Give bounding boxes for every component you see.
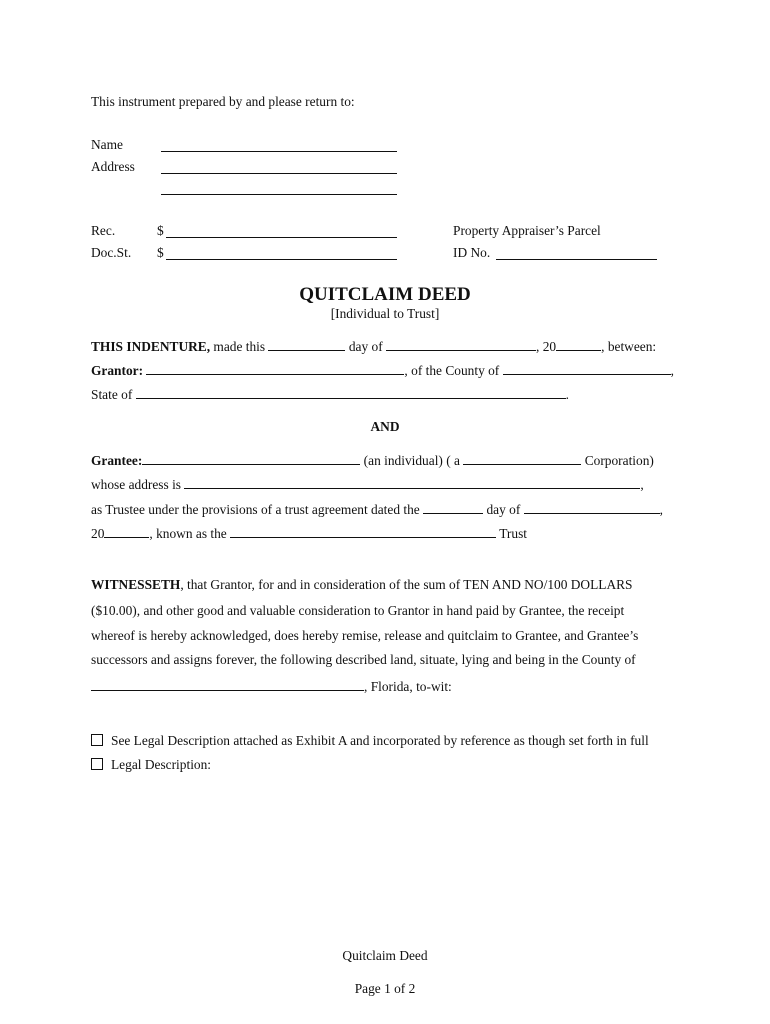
grantee-name-field[interactable] [142, 452, 360, 465]
address-comma: , [640, 477, 644, 492]
indenture-lead: THIS INDENTURE, [91, 339, 211, 354]
docst-amount-field[interactable] [166, 247, 397, 260]
grantor-state-field[interactable] [136, 386, 566, 399]
name-label: Name [91, 137, 123, 152]
made-this-text: made this [210, 339, 266, 354]
option-legal-description [91, 757, 211, 773]
indenture-month-field[interactable] [386, 338, 536, 351]
county-line [91, 678, 452, 695]
witnesseth-line3: whereof is hereby acknowledged, does hereby remise, release and quitclaim to Grantee, and Grantee’s [91, 628, 639, 643]
trustee-line [91, 501, 663, 518]
witnesseth-line1 [91, 577, 633, 593]
witnesseth-line2: ($10.00), and other good and valuable consideration to Grantor in hand paid by Grantee, the receipt [91, 603, 625, 618]
footer-page-number: Page 1 of 2 [354, 981, 416, 996]
state-label: State of [91, 387, 133, 402]
land-county-field[interactable] [91, 678, 364, 691]
grantee-address-field[interactable] [184, 476, 640, 489]
docst-dollar-sign: $ [157, 245, 164, 260]
trust-day-field[interactable] [423, 501, 483, 514]
document-title: QUITCLAIM DEED [299, 284, 471, 305]
trustee-text: as Trustee under the provisions of a trust agreement dated the [91, 502, 420, 517]
trust-month-field[interactable] [524, 501, 660, 514]
state-line [91, 386, 569, 403]
indenture-year-field[interactable] [556, 338, 601, 351]
state-period: . [565, 387, 569, 402]
legal-description-label: Legal Description: [111, 757, 212, 772]
trust-year-prefix: 20 [91, 526, 105, 541]
rec-amount-field[interactable] [166, 225, 397, 238]
county-of-text: , of the County of [404, 363, 500, 378]
trust-day-of-text: day of [486, 502, 521, 517]
exhibit-a-checkbox[interactable] [91, 734, 103, 746]
grantee-address-line [91, 476, 644, 493]
grantor-line [91, 362, 674, 379]
address-label: Address [91, 159, 135, 174]
trust-year-field[interactable] [104, 525, 149, 538]
grantor-comma: , [670, 363, 674, 378]
prepared-by-text: This instrument prepared by and please return to: [91, 94, 355, 109]
trust-name-field[interactable] [230, 525, 496, 538]
rec-label: Rec. [91, 223, 116, 238]
trust-name-line [91, 525, 527, 542]
between-text: , between: [601, 339, 657, 354]
option-exhibit-a [91, 733, 649, 749]
address-field-line2[interactable] [161, 182, 397, 195]
parcel-id-field[interactable] [496, 247, 657, 260]
footer-doc-title: Quitclaim Deed [342, 948, 428, 963]
grantor-name-field[interactable] [146, 362, 404, 375]
docst-label: Doc.St. [91, 245, 132, 260]
indenture-day-field[interactable] [268, 338, 345, 351]
witnesseth-line1-text: , that Grantor, for and in consideration of the sum of TEN AND NO/100 DOLLARS [180, 577, 633, 592]
witnesseth-line4: successors and assigns forever, the following described land, situate, lying and being in the County of [91, 652, 636, 667]
trust-text: Trust [499, 526, 528, 541]
florida-text: , Florida, to-wit: [364, 679, 452, 694]
rec-dollar-sign: $ [157, 223, 164, 238]
year-prefix-text: , 20 [536, 339, 557, 354]
grantee-label: Grantee: [91, 453, 143, 468]
grantee-address-label: whose address is [91, 477, 182, 492]
address-field-line1[interactable] [161, 161, 397, 174]
and-heading: AND [370, 419, 400, 434]
witnesseth-lead: WITNESSETH [91, 577, 181, 592]
name-field[interactable] [161, 139, 397, 152]
document-subtitle: [Individual to Trust] [330, 306, 440, 321]
grantee-line [91, 452, 654, 469]
legal-description-checkbox[interactable] [91, 758, 103, 770]
trustee-comma: , [659, 502, 664, 517]
id-no-label: ID No. [453, 245, 491, 260]
grantor-county-field[interactable] [503, 362, 671, 375]
corporation-state-field[interactable] [463, 452, 581, 465]
indenture-line [91, 338, 656, 355]
known-as-text: , known as the [149, 526, 227, 541]
day-of-text: day of [348, 339, 383, 354]
parcel-label: Property Appraiser’s Parcel [453, 223, 601, 238]
corporation-text: Corporation) [584, 453, 654, 468]
grantor-label: Grantor: [91, 363, 144, 378]
exhibit-a-label: See Legal Description attached as Exhibit A and incorporated by reference as though set forth in full [111, 733, 649, 748]
individual-text: (an individual) ( a [363, 453, 460, 468]
